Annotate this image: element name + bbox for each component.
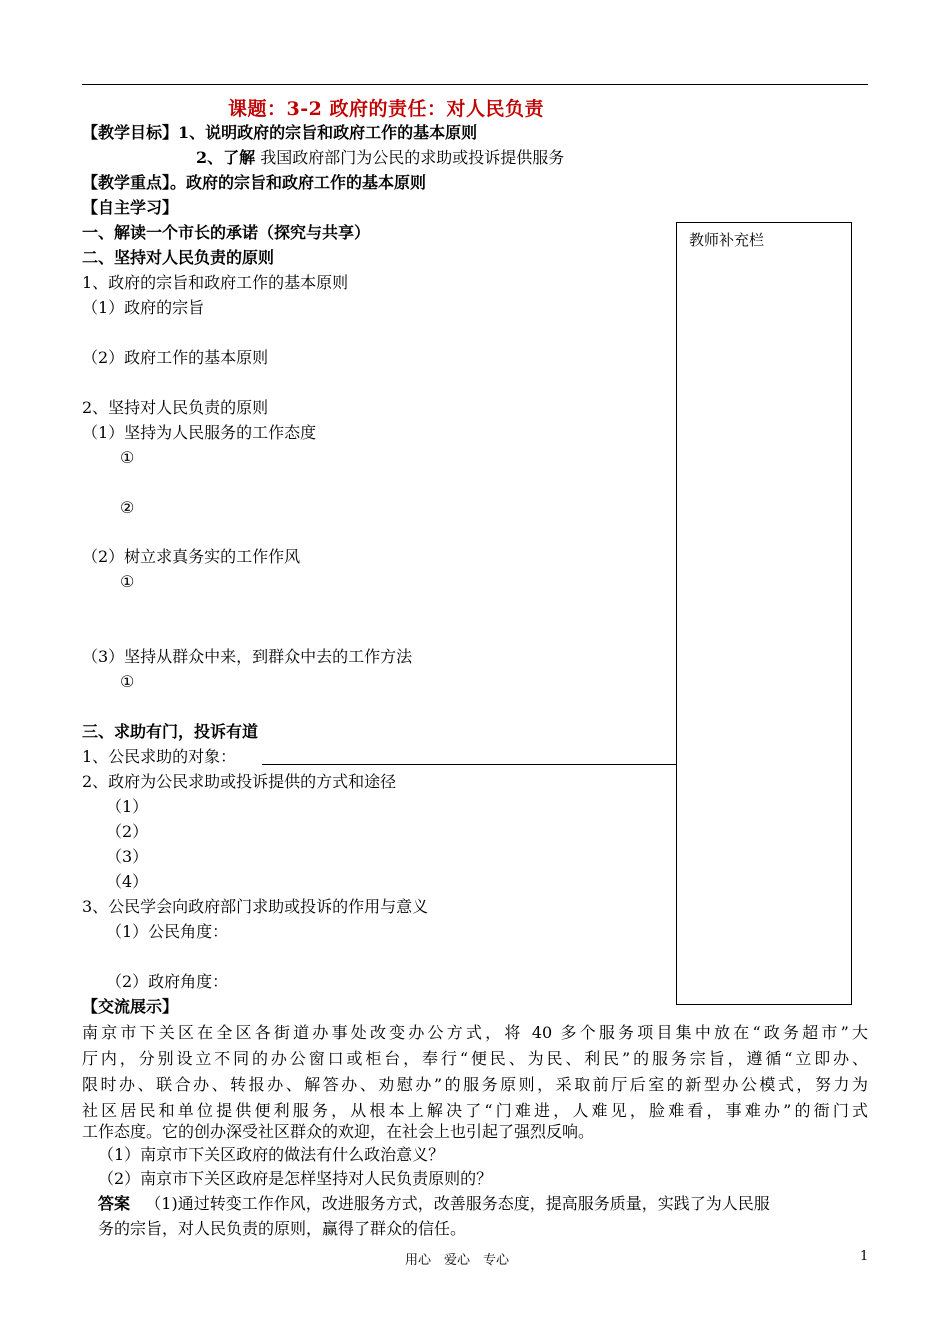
item-3-2: 2、政府为公民求助或投诉提供的方式和途径 [82, 772, 397, 791]
exchange-paragraph-line-1: 南京市下关区在全区各街道办事处改变办公方式，将 40 多个服务项目集中放在“政务超市”大 [82, 1023, 868, 1042]
item-2-2-a: （1）坚持为人民服务的工作态度 [82, 423, 317, 442]
goals-label: 【教学目标】 [82, 123, 179, 142]
exchange-question-1: （1）南京市下关区政府的做法有什么政治意义？ [98, 1145, 445, 1164]
goal-item-2-prefix: 2、了解 [196, 148, 256, 167]
section-1-heading: 一、解读一个市长的承诺（探究与共享） [82, 223, 371, 242]
section-3-heading: 三、求助有门，投诉有道 [82, 722, 259, 741]
item-2-2-b-1: ① [120, 572, 135, 591]
exchange-question-2: （2）南京市下关区政府是怎样坚持对人民负责原则的？ [98, 1169, 493, 1188]
exchange-label: 【交流展示】 [82, 997, 179, 1016]
item-2-2: 2、坚持对人民负责的原则 [82, 398, 269, 417]
focus-label: 【教学重点】 [82, 173, 171, 192]
exchange-paragraph-line-5: 工作态度。它的创办深受社区群众的欢迎，在社会上也引起了强烈反响。 [82, 1122, 595, 1141]
footer-motto: 用心 爱心 专心 [405, 1253, 510, 1268]
teacher-notes-box [676, 222, 852, 1005]
answer-label: 答案 [98, 1194, 131, 1213]
item-2-1: 1、政府的宗旨和政府工作的基本原则 [82, 273, 349, 292]
item-3-3: 3、公民学会向政府部门求助或投诉的作用与意义 [82, 897, 429, 916]
focus-line [82, 172, 426, 194]
teacher-notes-label: 教师补充栏 [689, 231, 765, 249]
goals-line-2 [196, 147, 564, 169]
item-2-2-c-1: ① [120, 672, 135, 691]
item-3-2-c: （3） [106, 847, 149, 866]
goal-item-1: 1、说明政府的宗旨和政府工作的基本原则 [178, 123, 478, 142]
item-2-2-a-2: ② [120, 498, 135, 517]
answer-blank-line [262, 764, 676, 765]
page-number: 1 [860, 1249, 869, 1264]
item-3-3-b: （2）政府角度： [106, 972, 229, 991]
exchange-paragraph-line-2: 厅内，分别设立不同的办公窗口或柜台，奉行“便民、为民、利民”的服务宗旨，遵循“立即办、 [82, 1049, 868, 1068]
item-2-2-a-1: ① [120, 448, 135, 467]
self-study-label: 【自主学习】 [82, 198, 179, 217]
answer-line-2: 务的宗旨，对人民负责的原则，赢得了群众的信任。 [98, 1219, 467, 1238]
answer-text-1: （1)通过转变工作作风，改进服务方式，改善服务态度，提高服务质量，实践了为人民服 [145, 1194, 770, 1213]
section-2-heading: 二、坚持对人民负责的原则 [82, 248, 275, 267]
page-title: 课题：3-2 政府的责任：对人民负责 [228, 98, 544, 120]
exchange-paragraph-line-3: 限时办、联合办、转报办、解答办、劝慰办”的服务原则，采取前厅后室的新型办公模式，努力为 [82, 1075, 868, 1094]
exchange-paragraph-line-4: 社区居民和单位提供便利服务，从根本上解决了“门难进，人难见，脸难看，事难办”的衙门式 [82, 1101, 868, 1120]
item-3-2-a: （1） [106, 797, 149, 816]
item-3-1: 1、公民求助的对象： [82, 747, 237, 766]
item-3-2-d: （4） [106, 872, 149, 891]
item-2-1-a: （1）政府的宗旨 [82, 298, 205, 317]
focus-text: 。政府的宗旨和政府工作的基本原则 [170, 173, 427, 192]
goals-line-1 [82, 122, 477, 144]
header-rule [82, 84, 868, 85]
item-3-2-b: （2） [106, 822, 149, 841]
item-2-1-b: （2）政府工作的基本原则 [82, 348, 269, 367]
item-2-2-b: （2）树立求真务实的工作作风 [82, 547, 301, 566]
goal-item-2-text: 我国政府部门为公民的求助或投诉提供服务 [260, 148, 565, 167]
item-2-2-c: （3）坚持从群众中来，到群众中去的工作方法 [82, 647, 413, 666]
answer-line-1 [98, 1193, 770, 1215]
item-3-3-a: （1）公民角度： [106, 922, 229, 941]
